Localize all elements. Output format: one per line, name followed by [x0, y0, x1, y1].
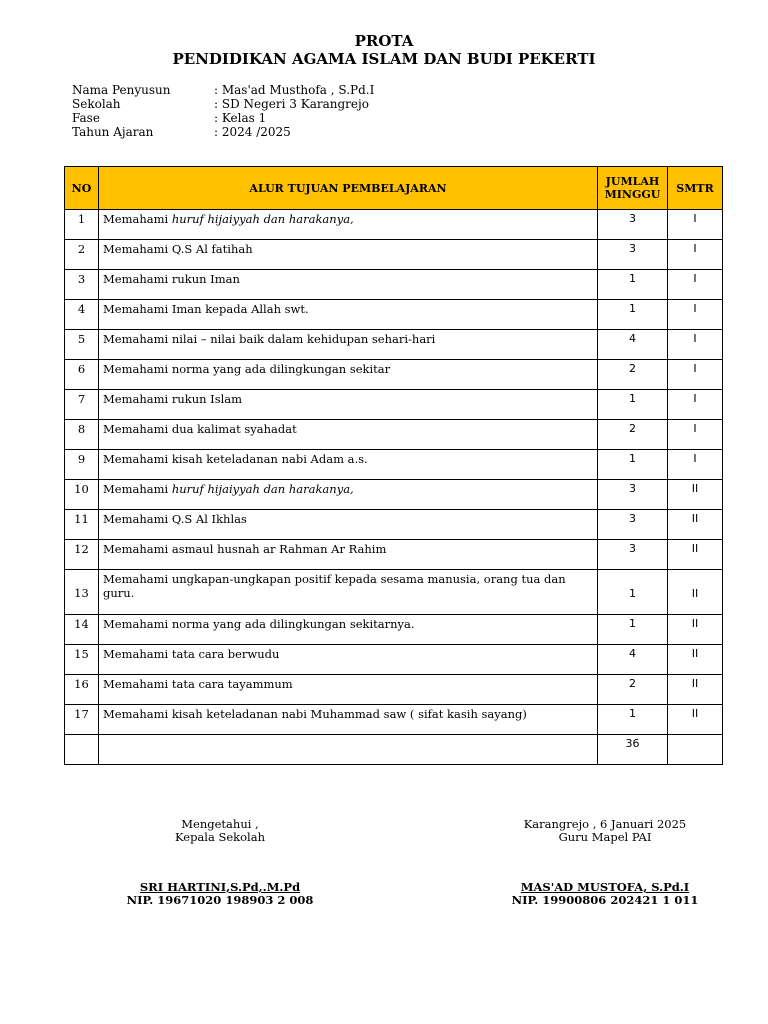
row-smtr: II — [668, 675, 723, 705]
row-atp — [99, 300, 598, 330]
row-jumlah-minggu: 3 — [598, 510, 668, 540]
atp-prefix: Memahami — [103, 542, 172, 556]
info-value: : Kelas 1 — [214, 111, 267, 125]
row-smtr: I — [668, 390, 723, 420]
row-atp — [99, 450, 598, 480]
atp-text: Q.S Al Ikhlas — [171, 512, 247, 526]
info-row-penyusun — [72, 83, 374, 97]
row-jumlah-minggu: 2 — [598, 675, 668, 705]
row-smtr: II — [668, 645, 723, 675]
table-row — [65, 510, 723, 540]
row-jumlah-minggu: 1 — [598, 300, 668, 330]
row-jumlah-minggu: 4 — [598, 645, 668, 675]
sign-left-line1: Mengetahui , — [181, 817, 259, 831]
sign-left-line2: Kepala Sekolah — [174, 830, 265, 844]
atp-text: huruf hijaiyyah dan harakanya, — [171, 482, 354, 496]
table-total-row — [65, 735, 723, 765]
atp-text: dua kalimat syahadat — [171, 422, 297, 436]
sign-right-name: MAS'AD MUSTOFA, S.Pd.I — [520, 880, 690, 894]
row-atp — [99, 360, 598, 390]
atp-text: Iman kepada Allah swt. — [171, 302, 309, 316]
table-row — [65, 705, 723, 735]
info-label: Fase — [72, 111, 100, 125]
row-jumlah-minggu: 3 — [598, 240, 668, 270]
row-no: 7 — [65, 390, 99, 420]
atp-prefix: Memahami — [103, 452, 172, 466]
row-jumlah-minggu: 2 — [598, 420, 668, 450]
atp-prefix: Memahami — [103, 512, 172, 526]
row-no: 5 — [65, 330, 99, 360]
header-jumlah-minggu: JUMLAH MINGGU — [598, 167, 668, 210]
empty-cell — [65, 735, 99, 765]
row-atp — [99, 570, 598, 615]
row-no: 4 — [65, 300, 99, 330]
table-row — [65, 210, 723, 240]
row-atp — [99, 390, 598, 420]
atp-text: tata cara berwudu — [171, 647, 280, 661]
row-atp — [99, 480, 598, 510]
row-atp — [99, 270, 598, 300]
atp-prefix: Memahami — [103, 302, 172, 316]
table-row — [65, 240, 723, 270]
row-smtr: I — [668, 210, 723, 240]
total-minggu: 36 — [598, 735, 668, 765]
row-jumlah-minggu: 1 — [598, 390, 668, 420]
row-no: 13 — [65, 570, 99, 615]
table-row — [65, 480, 723, 510]
atp-text: asmaul husnah ar Rahman Ar Rahim — [171, 542, 387, 556]
table-row — [65, 675, 723, 705]
header-no: NO — [65, 167, 99, 210]
row-no: 9 — [65, 450, 99, 480]
table-row — [65, 450, 723, 480]
row-smtr: II — [668, 570, 723, 615]
atp-prefix: Memahami — [103, 332, 172, 346]
atp-prefix: Memahami — [103, 422, 172, 436]
table-header-row — [65, 167, 723, 210]
row-no: 14 — [65, 615, 99, 645]
row-jumlah-minggu: 3 — [598, 210, 668, 240]
table-row — [65, 645, 723, 675]
row-no: 17 — [65, 705, 99, 735]
page-subtitle: PENDIDIKAN AGAMA ISLAM DAN BUDI PEKERTI — [172, 50, 596, 68]
table-body — [65, 210, 723, 765]
sign-left-nip: NIP. 19671020 198903 2 008 — [126, 893, 314, 907]
row-smtr: II — [668, 510, 723, 540]
info-row-sekolah — [72, 97, 374, 111]
signature-right — [490, 818, 720, 907]
atp-prefix: Memahami — [103, 272, 172, 286]
row-smtr: I — [668, 270, 723, 300]
row-atp — [99, 330, 598, 360]
header-atp: ALUR TUJUAN PEMBELAJARAN — [99, 167, 598, 210]
info-row-tahun — [72, 125, 374, 139]
atp-text: rukun Iman — [171, 272, 240, 286]
table-row — [65, 390, 723, 420]
atp-text: huruf hijaiyyah dan harakanya, — [171, 212, 354, 226]
row-no: 1 — [65, 210, 99, 240]
row-no: 12 — [65, 540, 99, 570]
info-value: : SD Negeri 3 Karangrejo — [214, 97, 369, 111]
info-value: : Mas'ad Musthofa , S.Pd.I — [214, 83, 375, 97]
row-no: 6 — [65, 360, 99, 390]
row-smtr: I — [668, 420, 723, 450]
row-jumlah-minggu: 1 — [598, 270, 668, 300]
table-row — [65, 615, 723, 645]
row-jumlah-minggu: 1 — [598, 450, 668, 480]
row-jumlah-minggu: 1 — [598, 705, 668, 735]
row-atp — [99, 510, 598, 540]
row-no: 10 — [65, 480, 99, 510]
info-value: : 2024 /2025 — [214, 125, 291, 139]
atp-prefix: Memahami — [103, 212, 172, 226]
atp-text: ungkapan-ungkapan positif kepada sesama manusia, orang tua dan guru. — [103, 572, 566, 600]
row-smtr: II — [668, 615, 723, 645]
atp-prefix: Memahami — [103, 362, 172, 376]
info-label: Nama Penyusun — [72, 83, 171, 97]
table-row — [65, 540, 723, 570]
header-smtr: SMTR — [668, 167, 723, 210]
atp-text: Q.S Al fatihah — [171, 242, 253, 256]
sign-left-name: SRI HARTINI,S.Pd,.M.Pd — [139, 880, 301, 894]
row-jumlah-minggu: 3 — [598, 480, 668, 510]
atp-prefix: Memahami — [103, 482, 172, 496]
atp-prefix: Memahami — [103, 677, 172, 691]
row-jumlah-minggu: 3 — [598, 540, 668, 570]
atp-prefix: Memahami — [103, 242, 172, 256]
table-row — [65, 300, 723, 330]
empty-cell — [99, 735, 598, 765]
row-atp — [99, 615, 598, 645]
row-no: 8 — [65, 420, 99, 450]
table-row — [65, 420, 723, 450]
row-atp — [99, 420, 598, 450]
atp-text: norma yang ada dilingkungan sekitar — [171, 362, 391, 376]
sign-right-line2: Guru Mapel PAI — [558, 830, 652, 844]
row-smtr: I — [668, 300, 723, 330]
atp-text: rukun Islam — [171, 392, 243, 406]
row-no: 11 — [65, 510, 99, 540]
prota-table — [64, 166, 723, 765]
row-no: 16 — [65, 675, 99, 705]
row-no: 3 — [65, 270, 99, 300]
row-smtr: II — [668, 480, 723, 510]
atp-prefix: Memahami — [103, 392, 172, 406]
table-row — [65, 360, 723, 390]
table-row — [65, 270, 723, 300]
row-no: 2 — [65, 240, 99, 270]
page-title: PROTA — [354, 32, 414, 50]
info-label: Sekolah — [72, 97, 121, 111]
row-smtr: I — [668, 330, 723, 360]
atp-text: kisah keteladanan nabi Adam a.s. — [171, 452, 368, 466]
row-atp — [99, 210, 598, 240]
table-row — [65, 330, 723, 360]
row-smtr: I — [668, 450, 723, 480]
row-smtr: II — [668, 540, 723, 570]
row-jumlah-minggu: 4 — [598, 330, 668, 360]
row-jumlah-minggu: 2 — [598, 360, 668, 390]
sign-right-nip: NIP. 19900806 202421 1 011 — [511, 893, 699, 907]
sign-right-line1: Karangrejo , 6 Januari 2025 — [523, 817, 687, 831]
row-jumlah-minggu: 1 — [598, 570, 668, 615]
row-no: 15 — [65, 645, 99, 675]
atp-prefix: Memahami — [103, 617, 172, 631]
atp-prefix: Memahami — [103, 707, 172, 721]
table-row — [65, 570, 723, 615]
row-atp — [99, 540, 598, 570]
row-atp — [99, 645, 598, 675]
row-atp — [99, 675, 598, 705]
identity-block — [72, 83, 374, 139]
atp-text: tata cara tayammum — [171, 677, 293, 691]
info-row-fase — [72, 111, 374, 125]
atp-prefix: Memahami — [103, 572, 172, 586]
row-smtr: I — [668, 360, 723, 390]
atp-text: norma yang ada dilingkungan sekitarnya. — [171, 617, 415, 631]
atp-text: nilai – nilai baik dalam kehidupan sehari-hari — [171, 332, 436, 346]
info-label: Tahun Ajaran — [72, 125, 154, 139]
row-atp — [99, 240, 598, 270]
row-smtr: II — [668, 705, 723, 735]
row-atp — [99, 705, 598, 735]
signature-left — [120, 818, 320, 907]
row-smtr: I — [668, 240, 723, 270]
empty-cell — [668, 735, 723, 765]
row-jumlah-minggu: 1 — [598, 615, 668, 645]
atp-prefix: Memahami — [103, 647, 172, 661]
atp-text: kisah keteladanan nabi Muhammad saw ( sifat kasih sayang) — [171, 707, 527, 721]
